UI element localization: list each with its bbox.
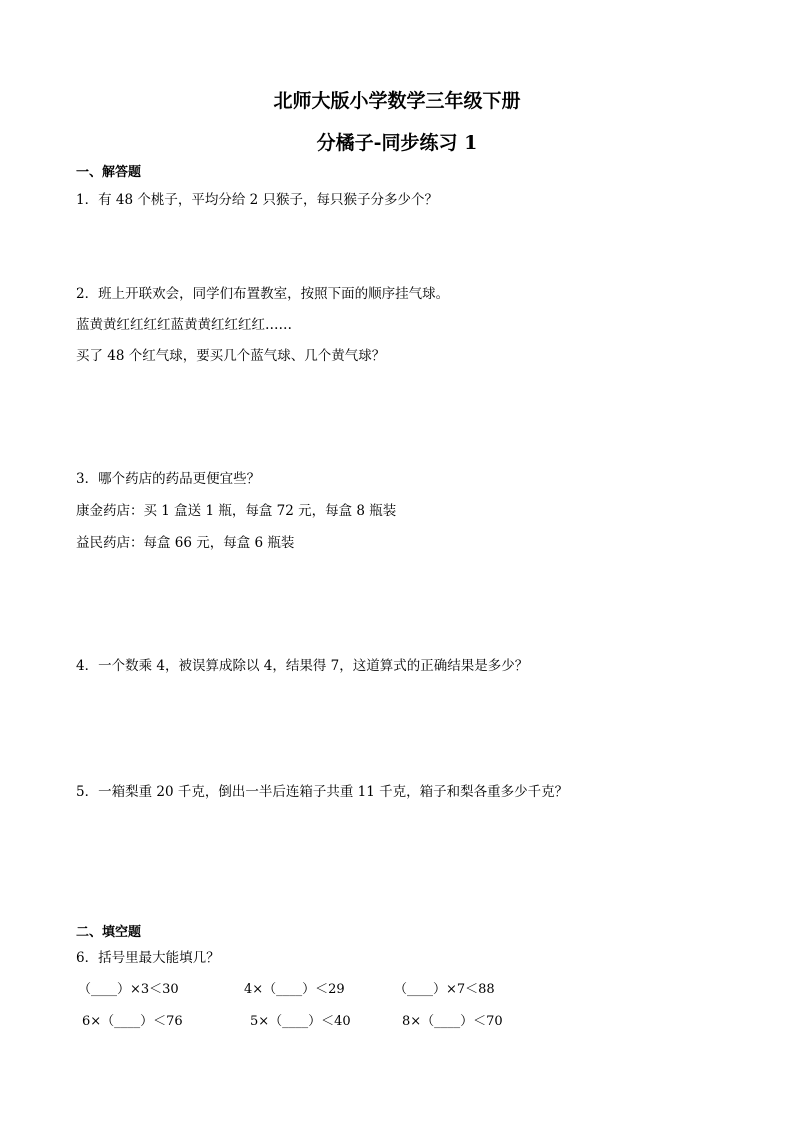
fill-blank-5: 5×（____）＜40 <box>250 1014 351 1029</box>
question-3-line-2: 益民药店：每盒 66 元，每盒 6 瓶装 <box>76 535 295 551</box>
question-3-stem: 3．哪个药店的药品更便宜些？ <box>76 471 261 487</box>
question-5: 5．一箱梨重 20 千克，倒出一半后连箱子共重 11 千克，箱子和梨各重多少千克？ <box>76 784 569 800</box>
question-2-ask: 买了 48 个红气球，要买几个蓝气球、几个黄气球？ <box>76 348 386 364</box>
section-heading-answer: 一、解答题 <box>76 165 142 180</box>
fill-blank-6: 8×（____）＜70 <box>402 1014 503 1029</box>
page-subtitle: 分橘子-同步练习 1 <box>316 132 478 154</box>
question-2-pattern: 蓝黄黄红红红红蓝黄黄红红红红…… <box>76 317 292 333</box>
fill-blank-4: 6×（____）＜76 <box>82 1014 183 1029</box>
section-heading-fill: 二、填空题 <box>76 925 142 940</box>
fill-blank-2: 4×（____）＜29 <box>244 982 345 997</box>
question-2-stem: 2．班上开联欢会，同学们布置教室，按照下面的顺序挂气球。 <box>76 286 450 302</box>
question-3-line-1: 康金药店：买 1 盒送 1 瓶，每盒 72 元，每盒 8 瓶装 <box>76 503 397 519</box>
page-title: 北师大版小学数学三年级下册 <box>273 90 521 112</box>
question-1: 1．有 48 个桃子，平均分给 2 只猴子，每只猴子分多少个？ <box>76 192 439 208</box>
fill-blank-3: （____）×7＜88 <box>394 982 495 997</box>
fill-blank-1: （____）×3＜30 <box>78 982 179 997</box>
question-4: 4．一个数乘 4，被误算成除以 4，结果得 7，这道算式的正确结果是多少？ <box>76 658 529 674</box>
question-6-stem: 6．括号里最大能填几？ <box>76 950 220 966</box>
